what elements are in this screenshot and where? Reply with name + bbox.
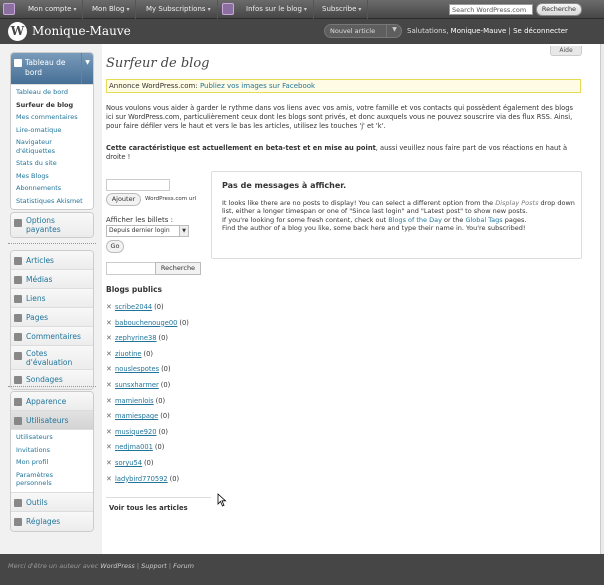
- submenu-subscriptions[interactable]: Abonnements: [16, 184, 62, 192]
- blog-list-item: [106, 459, 206, 475]
- logout-link[interactable]: Se déconnecter: [513, 27, 568, 35]
- admin-bar-label: My Subscriptions: [146, 5, 206, 13]
- blog-count: (0): [144, 458, 154, 467]
- remove-icon[interactable]: ✕: [106, 334, 112, 343]
- posts-text: If you're looking for some fresh content, check out: [222, 215, 389, 224]
- links-icon: [14, 295, 22, 303]
- blog-search-button[interactable]: Recherche: [155, 262, 201, 275]
- submenu-my-blogs[interactable]: Mes Blogs: [16, 171, 49, 180]
- posts-box-title: Pas de messages à afficher.: [222, 181, 347, 190]
- submenu-personal-settings[interactable]: Paramètres personnels: [16, 470, 54, 487]
- tools-icon: [14, 499, 22, 507]
- go-button[interactable]: Go: [106, 240, 124, 253]
- blog-link[interactable]: mamienlois: [115, 396, 154, 405]
- submenu-tag-surfer[interactable]: Navigateur d'étiquettes: [16, 138, 55, 155]
- menu-label: Liens: [26, 294, 46, 303]
- menu-paid-options[interactable]: [11, 213, 93, 237]
- menu-posts[interactable]: [11, 251, 93, 270]
- footer-prefix: Merci d'être un auteur avec: [8, 562, 101, 570]
- remove-icon[interactable]: ✕: [106, 458, 112, 467]
- appearance-icon: [14, 398, 22, 406]
- dashboard-submenu: [11, 85, 93, 209]
- menu-pages[interactable]: [11, 308, 93, 327]
- remove-icon[interactable]: ✕: [106, 365, 112, 374]
- menu-label: Médias: [26, 275, 53, 284]
- notice-link[interactable]: Publiez vos images sur Facebook: [199, 82, 316, 90]
- announcement-notice: [106, 79, 581, 93]
- blog-info-icon[interactable]: [222, 3, 234, 15]
- remove-icon[interactable]: ✕: [106, 412, 112, 421]
- menu-media[interactable]: [11, 270, 93, 289]
- menu-label: Pages: [26, 313, 49, 322]
- blog-count: (0): [158, 334, 169, 343]
- settings-menu: [10, 391, 94, 532]
- posts-text: Find the author of a blog you like, some back here and type their name in. You're subscribed!: [222, 224, 526, 233]
- menu-separator: [8, 386, 96, 387]
- users-icon: [14, 417, 22, 425]
- blog-count: (0): [160, 412, 170, 421]
- blog-list-item: [106, 303, 206, 319]
- submenu-blog-surfer[interactable]: Surfeur de blog: [16, 100, 74, 109]
- profile-link[interactable]: Monique-Mauve: [450, 27, 507, 35]
- ratings-icon: [14, 352, 22, 360]
- wordpress-com-icon[interactable]: [3, 3, 15, 15]
- remove-icon[interactable]: ✕: [106, 380, 112, 389]
- blog-list-item: [106, 350, 206, 366]
- blog-link[interactable]: sunsxharmer: [115, 380, 159, 389]
- blog-count: (0): [160, 380, 171, 389]
- menu-settings[interactable]: [11, 512, 93, 531]
- dashboard-icon: [14, 59, 22, 67]
- beta-notice: [106, 144, 581, 162]
- menu-tools[interactable]: [11, 493, 93, 512]
- footer-forum-link[interactable]: Forum: [173, 562, 194, 570]
- follow-url-note: WordPress.com url: [145, 196, 197, 202]
- help-button[interactable]: Aide: [550, 46, 582, 56]
- blog-link[interactable]: mamiespage: [115, 412, 159, 421]
- main-content: [105, 44, 604, 554]
- notice-prefix: Annonce WordPress.com:: [109, 82, 200, 90]
- blog-count: (0): [158, 427, 168, 436]
- content-menu: [10, 250, 94, 390]
- footer-wordpress-link[interactable]: WordPress: [100, 562, 135, 570]
- footer-support-link[interactable]: Support: [141, 562, 167, 570]
- submenu-readomattic[interactable]: Lire-omatique: [16, 125, 62, 134]
- menu-label: Cotes d'évaluation: [26, 349, 73, 367]
- admin-bar-label: Mon Blog: [92, 5, 125, 13]
- menu-label: Réglages: [26, 516, 61, 526]
- settings-icon: [14, 518, 22, 526]
- follow-url-input[interactable]: [106, 179, 170, 191]
- divider: [106, 497, 211, 498]
- beta-bold: Cette caractéristique est actuellement en beta-test et en mise au point: [106, 144, 376, 152]
- blog-link[interactable]: babouchenouge00: [115, 318, 178, 327]
- blog-list-item: [106, 319, 206, 335]
- chevron-down-icon: ▾: [358, 6, 362, 13]
- chevron-down-icon: ▾: [126, 6, 130, 13]
- blog-list-item: [106, 412, 206, 428]
- chevron-down-icon: ▾: [303, 6, 307, 13]
- page-title: Surfeur de blog: [106, 56, 210, 71]
- show-posts-label: Afficher les billets :: [106, 216, 173, 224]
- admin-bar-subscribe[interactable]: [316, 0, 368, 19]
- menu-label: Options payantes: [26, 216, 61, 234]
- remove-icon[interactable]: ✕: [106, 474, 112, 483]
- menu-separator: [8, 243, 96, 244]
- footer-separator: |: [166, 562, 174, 570]
- remove-icon[interactable]: ✕: [106, 443, 112, 452]
- submenu-site-stats[interactable]: Stats du site: [16, 159, 57, 167]
- blog-list-item: [106, 443, 206, 459]
- menu-ratings[interactable]: [11, 346, 93, 370]
- admin-bar-subscriptions[interactable]: [140, 0, 218, 19]
- add-button[interactable]: Ajouter: [106, 193, 141, 206]
- blog-link[interactable]: soryu54: [115, 458, 143, 467]
- users-submenu: [11, 430, 93, 493]
- menu-dashboard-label: Tableau de bord: [25, 58, 66, 77]
- chevron-down-icon[interactable]: ▼: [386, 24, 402, 38]
- admin-bar-search-input[interactable]: Search WordPress.com: [449, 4, 533, 15]
- submenu-profile[interactable]: Mon profil: [16, 458, 49, 466]
- pages-icon: [14, 314, 22, 322]
- remove-icon[interactable]: ✕: [106, 396, 112, 405]
- options-menu: [10, 212, 94, 238]
- media-icon: [14, 276, 22, 284]
- blog-count: (0): [169, 474, 180, 483]
- admin-bar-blog-info[interactable]: [240, 0, 314, 19]
- menu-label: Articles: [26, 256, 54, 265]
- blog-list-item: [106, 475, 206, 491]
- public-blogs-title: Blogs publics: [106, 285, 163, 294]
- posts-icon: [14, 257, 22, 265]
- remove-icon[interactable]: ✕: [106, 349, 112, 358]
- admin-bar-search-button[interactable]: Recherche: [536, 3, 582, 16]
- blog-link[interactable]: ziuotine: [115, 349, 142, 358]
- remove-icon[interactable]: ✕: [106, 318, 112, 327]
- site-title[interactable]: Monique-Mauve: [32, 24, 131, 38]
- menu-label: Commentaires: [26, 332, 81, 341]
- sidebar: [0, 44, 102, 554]
- menu-dashboard[interactable]: [11, 53, 93, 85]
- admin-bar-label: Mon compte: [28, 5, 72, 13]
- footer-separator: |: [134, 562, 142, 570]
- footer-text: [8, 562, 194, 570]
- chevron-down-icon: ▾: [73, 6, 77, 13]
- wordpress-logo-icon[interactable]: W: [8, 22, 27, 41]
- show-posts-select[interactable]: [106, 225, 189, 237]
- blog-link[interactable]: nedjma001: [115, 443, 153, 452]
- admin-bar-my-blog[interactable]: [86, 0, 136, 19]
- menu-label: Sondages: [26, 375, 63, 384]
- dashboard-menu: [10, 52, 94, 210]
- blog-search-input[interactable]: [106, 262, 156, 275]
- header: [0, 19, 604, 44]
- blog-link[interactable]: nouslespotes: [115, 365, 160, 374]
- show-posts-value: Depuis dernier login: [109, 227, 170, 234]
- admin-bar: [0, 0, 604, 19]
- blog-list-item: [106, 365, 206, 381]
- greeting: Salutations, Monique-Mauve | Se déconnecter: [407, 27, 568, 35]
- blog-count: (0): [143, 349, 154, 358]
- menu-label: Utilisateurs: [26, 416, 69, 425]
- blog-count: (0): [155, 396, 166, 405]
- blog-link[interactable]: scribe2044: [115, 303, 153, 311]
- menu-label: Apparence: [26, 397, 67, 406]
- blog-count: (0): [161, 365, 171, 374]
- blog-list-item: [106, 381, 206, 397]
- beta-rest: , aussi veuillez nous faire part de vos réactions en haut à droite !: [106, 144, 568, 162]
- polls-icon: [14, 376, 22, 384]
- posts-text: pages.: [502, 215, 527, 224]
- blog-count: (0): [154, 303, 164, 311]
- new-post-button[interactable]: Nouvel article: [324, 24, 402, 38]
- blog-count: (0): [154, 443, 165, 452]
- blog-list-item: [106, 397, 206, 413]
- posts-text: It looks like there are no posts to display! You can select a different option from the: [222, 199, 496, 207]
- menu-links[interactable]: [11, 289, 93, 308]
- remove-icon[interactable]: ✕: [106, 303, 112, 311]
- submenu-dashboard[interactable]: Tableau de bord: [16, 88, 68, 96]
- chevron-down-icon: ▾: [207, 6, 211, 13]
- chevron-down-icon: ▼: [179, 226, 188, 236]
- menu-users[interactable]: [11, 411, 93, 430]
- menu-label: Outils: [26, 497, 48, 507]
- blog-link[interactable]: zephyrine38: [115, 334, 157, 343]
- remove-icon[interactable]: ✕: [106, 427, 112, 436]
- menu-appearance[interactable]: [11, 392, 93, 411]
- posts-text: or the: [441, 215, 466, 224]
- admin-bar-my-account[interactable]: [22, 0, 83, 19]
- blog-list-item: [106, 334, 206, 350]
- blogs-of-the-day-link[interactable]: Blogs of the Day: [388, 215, 442, 224]
- blog-count: (0): [179, 318, 189, 327]
- greeting-prefix: Salutations,: [407, 27, 451, 35]
- see-all-posts-link[interactable]: Voir tous les articles: [109, 504, 188, 512]
- submenu-invites[interactable]: Invitations: [16, 445, 51, 454]
- intro-text: Nous voulons vous aider à garder le rythme dans vos liens avec vos amis, votre famille et vos contacts qui possèdent également des blogs ici sur WordPress.com, particulièrement ceux dont les blogs sont privés, et donc auxquels vous ne pouvez souscrire via des flux RSS. Ainsi, pour faire défiler vers le haut et vers le bas les articles, utilisez les touches 'j' et 'k'.: [106, 104, 573, 131]
- admin-bar-label: Infos sur le blog: [246, 5, 302, 13]
- submenu-users[interactable]: Utilisateurs: [16, 433, 53, 441]
- posts-box-text: [222, 199, 577, 233]
- mouse-cursor-icon: [217, 493, 227, 507]
- window-scrollbar[interactable]: [600, 44, 604, 554]
- admin-bar-label: Subscribe: [322, 5, 357, 13]
- blog-link[interactable]: ladybird770592: [115, 474, 168, 483]
- blog-list-item: [106, 428, 206, 444]
- upgrades-icon: [14, 219, 22, 227]
- blog-link[interactable]: musique920: [115, 427, 157, 436]
- posts-text-italic: Display Posts: [495, 199, 539, 207]
- submenu-my-comments[interactable]: Mes commentaires: [16, 113, 78, 121]
- global-tags-link[interactable]: Global Tags: [465, 215, 503, 224]
- footer: [0, 554, 604, 585]
- menu-comments[interactable]: [11, 327, 93, 346]
- comments-icon: [14, 333, 22, 341]
- chevron-down-icon[interactable]: ▼: [81, 53, 93, 84]
- posts-text: drop down list, either a longer timespan or one of "Since last login" and "Latest post" to show new posts.: [222, 199, 575, 216]
- submenu-akismet-stats[interactable]: Statistiques Akismet: [16, 196, 83, 205]
- public-blogs-list: [106, 303, 206, 490]
- posts-box: [211, 171, 582, 259]
